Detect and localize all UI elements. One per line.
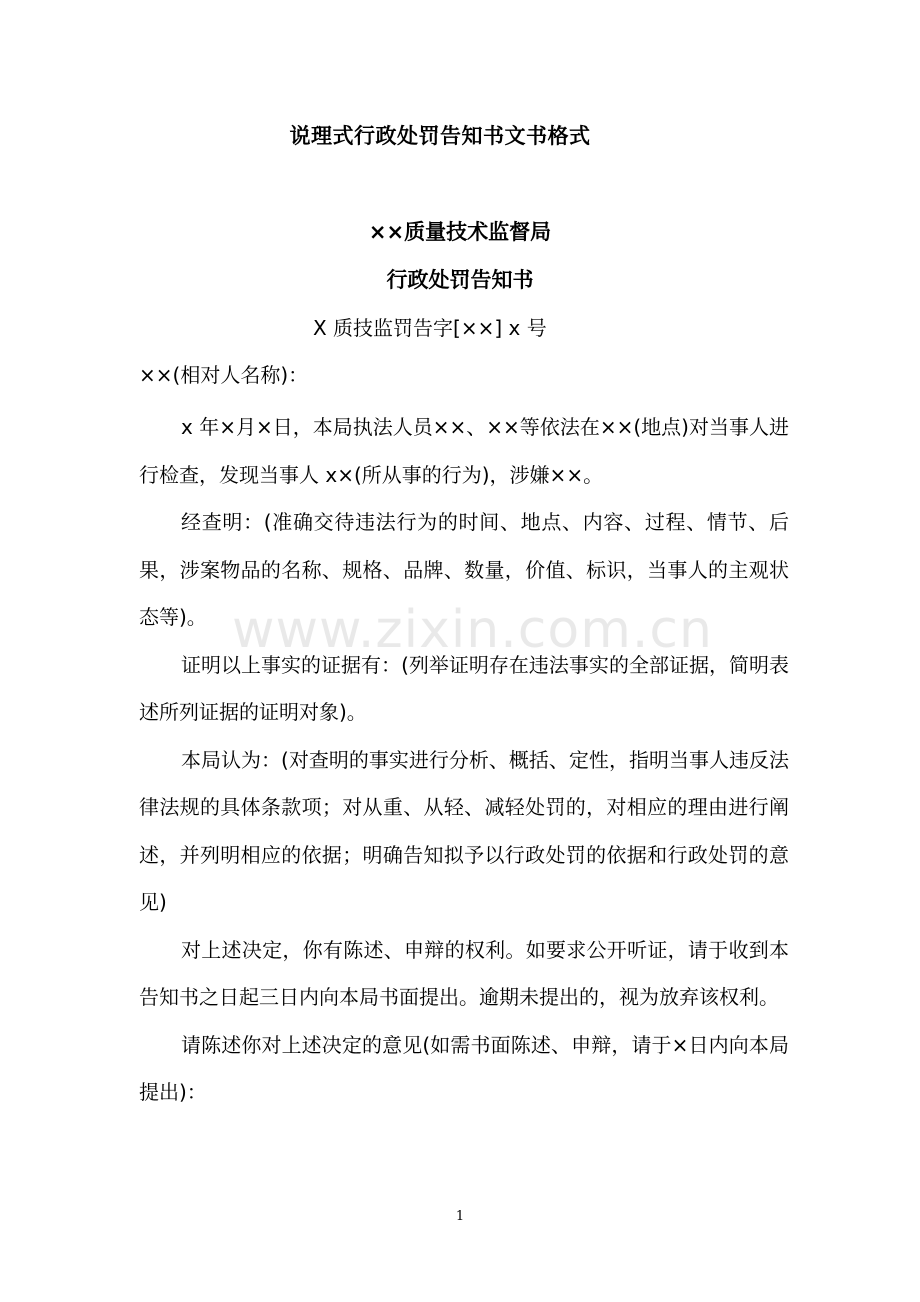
watermark: www.zixin.com.cn	[232, 600, 713, 660]
notice-title: 行政处罚告知书	[386, 268, 534, 292]
salutation: ××(相对人名称)：	[139, 363, 309, 387]
paragraph-rights: 对上述决定，你有陈述、申辩的权利。如要求公开听证，请于收到本告知书之日起三日内向本局书面提出。逾期未提出的，视为放弃该权利。	[139, 937, 789, 1009]
page-number: 1	[455, 1209, 465, 1224]
document-body	[139, 404, 789, 1117]
paragraph-evidence: 证明以上事实的证据有：(列举证明存在违法事实的全部证据，简明表述所列证据的证明对象)。	[139, 652, 789, 724]
paragraph-statement-request: 请陈述你对上述决定的意见(如需书面陈述、申辩，请于×日内向本局提出)：	[139, 1032, 789, 1104]
paragraph-findings: 经查明：(准确交待违法行为的时间、地点、内容、过程、情节、后果，涉案物品的名称、规格、品牌、数量，价值、标识，当事人的主观状态等)。	[139, 510, 789, 629]
paragraph-inspection: x 年×月×日，本局执法人员××、××等依法在××(地点)对当事人进行检查，发现当事人 x×(所从事的行为)，涉嫌××。	[139, 415, 789, 487]
document-title: 说理式行政处罚告知书文书格式	[289, 124, 591, 148]
document-number: X 质技监罚告字[××] x 号	[313, 316, 547, 340]
agency-name: ××质量技术监督局	[368, 220, 552, 244]
paragraph-opinion: 本局认为：(对查明的事实进行分析、概括、定性，指明当事人违反法律法规的具体条款项；对从重、从轻、减轻处罚的，对相应的理由进行阐述，并列明相应的依据；明确告知拟予以行政处罚的依据和行政处罚的意见)	[139, 747, 789, 914]
